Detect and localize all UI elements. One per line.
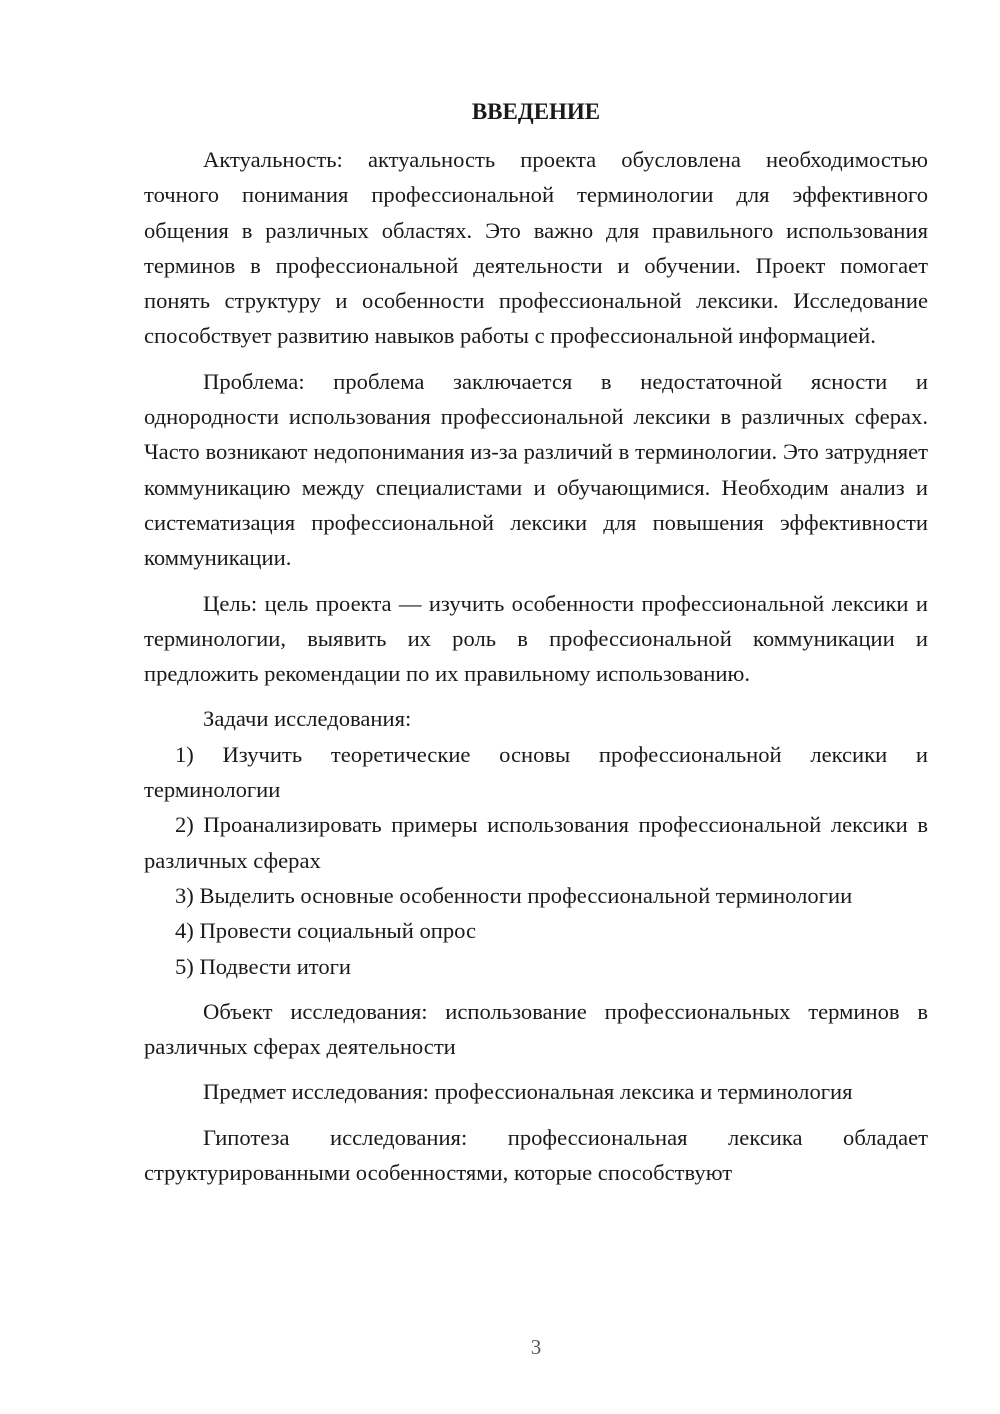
- task-item-4: 4) Провести социальный опрос: [175, 918, 477, 944]
- paragraph-relevance: Актуальность: актуальность проекта обусловлена необходимостью точного понимания профессиональной терминологии для эффективного общения в различных областях. Это важно для правильного использования терминов в профессиональной деятельности и обучении. Проект помогает понять структуру и особенности профессиональной лексики. Исследование способствует развитию навыков работы с профессиональной информацией.: [144, 147, 928, 349]
- tasks-title: Задачи исследования:: [203, 706, 412, 732]
- paragraph-object: Объект исследования: использование профессиональных терминов в различных сферах деятельности: [144, 998, 928, 1060]
- page-number: 3: [530, 1335, 542, 1359]
- task-item-2: 2) Проанализировать примеры использования профессиональной лексики в различных сферах: [144, 812, 928, 873]
- paragraph-goal: Цель: цель проекта — изучить особенности профессиональной лексики и терминологии, выявить их роль в профессиональной коммуникации и предложить рекомендации по их правильному использованию.: [144, 590, 928, 687]
- paragraph-problem: Проблема: проблема заключается в недостаточной ясности и однородности использования профессиональной лексики в различных сферах. Часто возникают недопонимания из-за различий в терминологии. Это затрудняет коммуникацию между специалистами и обучающимися. Необходим анализ и систематизация профессиональной лексики для повышения эффективности коммуникации.: [144, 368, 928, 571]
- paragraph-subject: Предмет исследования: профессиональная лексика и терминология: [203, 1079, 853, 1105]
- paragraph-hypothesis: Гипотеза исследования: профессиональная лексика обладает структурированными особенностями, которые способствуют: [144, 1124, 928, 1186]
- document-body: [144, 142, 928, 1190]
- task-item-5: 5) Подвести итоги: [175, 953, 352, 979]
- task-item-3: 3) Выделить основные особенности профессиональной терминологии: [175, 882, 853, 908]
- section-heading: ВВЕДЕНИЕ: [471, 99, 601, 124]
- task-item-1: 1) Изучить теоретические основы профессиональной лексики и терминологии: [144, 741, 928, 803]
